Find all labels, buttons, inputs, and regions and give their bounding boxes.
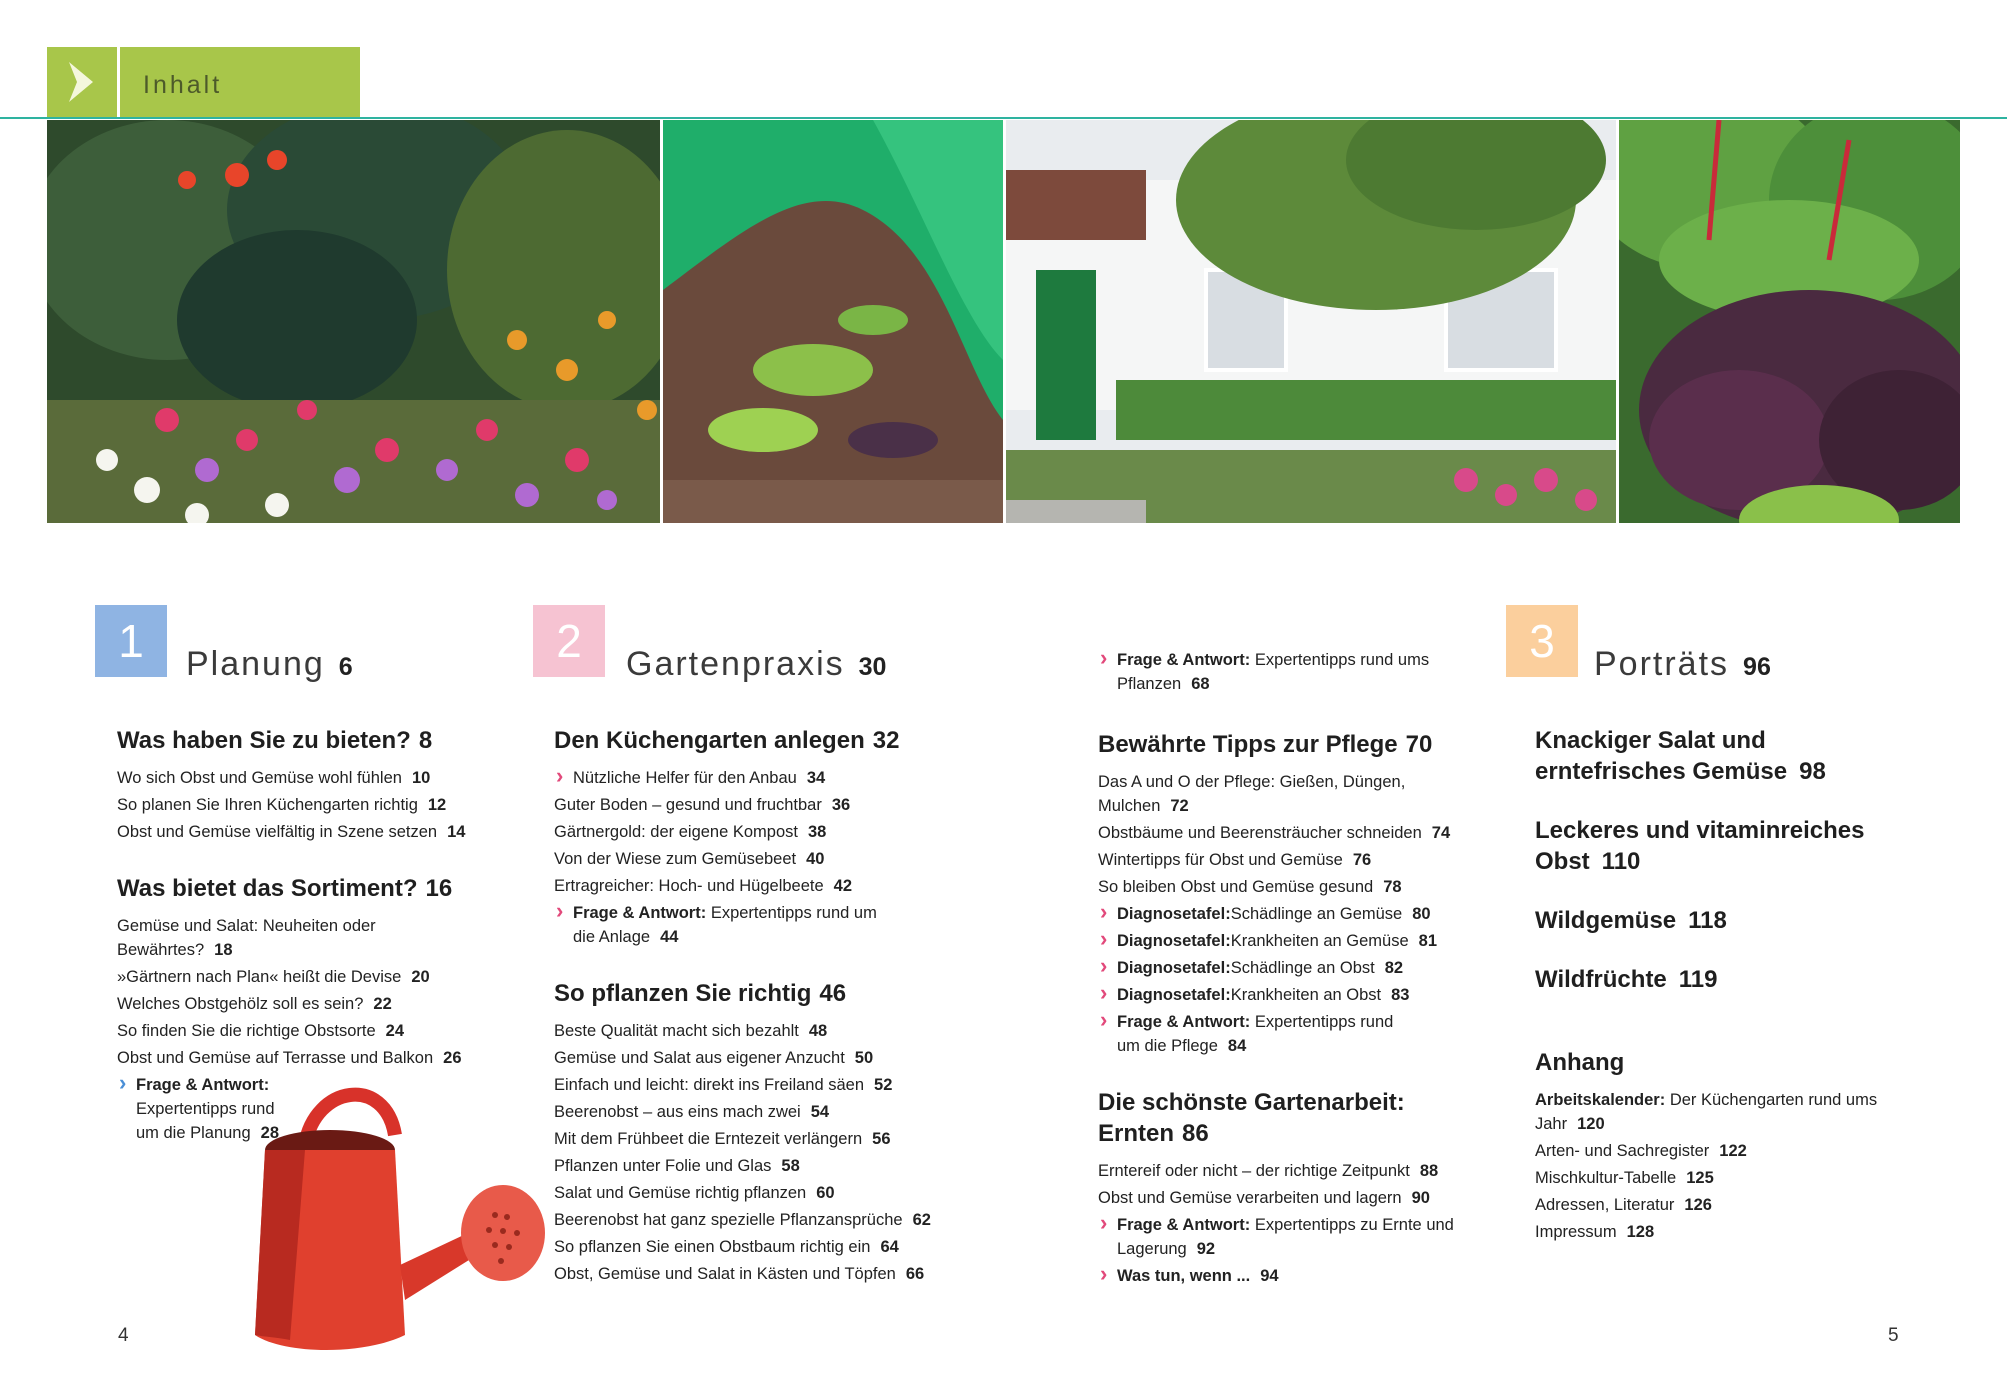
toc-entry[interactable] xyxy=(1535,1193,1905,1217)
toc-entry-text: Beerenobst hat ganz spezielle Pflanzansprüche xyxy=(554,1211,903,1229)
toc-entry-label: Diagnosetafel: xyxy=(1117,905,1231,923)
toc-entry-text: So finden Sie die richtige Obstsorte xyxy=(117,1022,376,1040)
section-page: 16 xyxy=(425,875,453,902)
portrait-page: 119 xyxy=(1678,966,1718,993)
toc-entry-text: Wintertipps für Obst und Gemüse xyxy=(1098,851,1343,869)
toc-entry-text: Expertentipps rund ums Pflanzen xyxy=(1117,651,1430,693)
chapter-title[interactable] xyxy=(626,645,886,684)
spacer xyxy=(117,847,497,873)
chapter-number-box xyxy=(1506,605,1578,677)
toc-entry[interactable] xyxy=(1535,1220,1905,1244)
section-page: 70 xyxy=(1405,731,1433,758)
toc-entry-page: 125 xyxy=(1686,1169,1714,1187)
toc-entry-text: Erntereif oder nicht – der richtige Zeitpunkt xyxy=(1098,1162,1410,1180)
toc-entry-label: Frage & Antwort: xyxy=(1117,1013,1251,1031)
spacer xyxy=(1098,1061,1478,1087)
toc-entry[interactable] xyxy=(1098,821,1478,845)
photo-lettuce xyxy=(1619,120,1960,523)
toc-entry-text: Welches Obstgehölz soll es sein? xyxy=(117,995,364,1013)
toc-entry-text: Krankheiten an Obst xyxy=(1230,986,1382,1004)
page-number-right: 5 xyxy=(1888,1325,1899,1346)
toc-entry-page: 36 xyxy=(831,796,851,814)
toc-entry[interactable] xyxy=(117,1019,497,1043)
toc-entry-diagnosis[interactable] xyxy=(1098,983,1478,1007)
toc-entry[interactable] xyxy=(117,820,497,844)
toc-entry-page: 94 xyxy=(1260,1267,1279,1285)
chapter-number-box xyxy=(533,605,605,677)
toc-entry-text: So pflanzen Sie einen Obstbaum richtig ein xyxy=(554,1238,871,1256)
toc-entry[interactable] xyxy=(554,1019,954,1043)
chapter-number: 1 xyxy=(118,615,144,667)
spacer xyxy=(1098,699,1478,729)
toc-entry[interactable] xyxy=(554,874,954,898)
section-heading-text: Bewährte Tipps zur Pflege xyxy=(1098,731,1398,758)
toc-entry-text: Mischkultur-Tabelle xyxy=(1535,1169,1677,1187)
section-heading[interactable] xyxy=(1098,729,1478,760)
toc-entry[interactable] xyxy=(1535,1088,1885,1136)
spacer xyxy=(1535,1023,1905,1047)
toc-entry-page: 68 xyxy=(1191,675,1210,693)
toc-entry-label: Frage & Antwort: xyxy=(573,904,707,922)
portrait-heading-text: Wildgemüse xyxy=(1535,907,1677,934)
toc-entry[interactable] xyxy=(1535,1166,1905,1190)
toc-entry-text: Impressum xyxy=(1535,1223,1617,1241)
toc-entry-page: 20 xyxy=(411,968,430,986)
toc-entry-page: 18 xyxy=(214,941,233,959)
section-page: 86 xyxy=(1182,1120,1209,1147)
chapter-number: 3 xyxy=(1529,615,1555,667)
toc-entry-text: Einfach und leicht: direkt ins Freiland säen xyxy=(554,1076,865,1094)
toc-entry-text: Beerenobst – aus eins mach zwei xyxy=(554,1103,801,1121)
toc-entry-label: Was tun, wenn ... xyxy=(1117,1267,1251,1285)
toc-entry[interactable] xyxy=(554,1154,954,1178)
toc-entry-text: Ertragreicher: Hoch- und Hügelbeete xyxy=(554,877,824,895)
toc-entry[interactable] xyxy=(554,1100,954,1124)
toc-entry-text: Expertentipps rund um die Anlage xyxy=(573,904,877,946)
toc-entry-page: 90 xyxy=(1411,1189,1430,1207)
toc-entry-page: 126 xyxy=(1684,1196,1712,1214)
toc-entry-text: Expertentipps rund um die Pflege xyxy=(1117,1013,1394,1055)
appendix-heading[interactable]: Anhang xyxy=(1535,1049,1625,1076)
chapter-title-text: Planung xyxy=(186,645,325,683)
portrait-heading-text: Wildfrüchte xyxy=(1535,966,1667,993)
toc-entry-text: Wo sich Obst und Gemüse wohl fühlen xyxy=(117,769,402,787)
toc-entry[interactable] xyxy=(1535,1139,1905,1163)
chapter-number-box xyxy=(95,605,167,677)
toc-entry-page: 64 xyxy=(880,1238,899,1256)
toc-entry-text: Krankheiten an Gemüse xyxy=(1230,932,1409,950)
section-heading-text: Den Küchengarten anlegen xyxy=(554,727,865,754)
chapter-title-text: Gartenpraxis xyxy=(626,645,845,683)
toc-entry-page: 52 xyxy=(874,1076,893,1094)
toc-entry-text: Das A und O der Pflege: Gießen, Düngen, Mulchen xyxy=(1098,773,1406,815)
chapter-page: 6 xyxy=(338,653,353,681)
section-heading-text: Die schönste Gartenarbeit: Ernten xyxy=(1098,1089,1405,1147)
portrait-heading-text: Leckeres und vitaminreiches Obst xyxy=(1535,817,1865,875)
toc-entry[interactable] xyxy=(554,793,954,817)
toc-entry-text: So bleiben Obst und Gemüse gesund xyxy=(1098,878,1374,896)
photo-cottage xyxy=(1006,120,1616,523)
toc-entry-text: Schädlinge an Gemüse xyxy=(1230,905,1403,923)
toc-entry-page: 28 xyxy=(260,1124,280,1142)
portrait-heading[interactable] xyxy=(1535,964,1905,995)
toc-entry-faq[interactable] xyxy=(1098,648,1438,696)
toc-entry[interactable] xyxy=(1098,848,1478,872)
toc-entry-page: 120 xyxy=(1577,1115,1605,1133)
toc-entry-page: 22 xyxy=(373,995,392,1013)
photo-kale-flowers xyxy=(47,120,660,523)
section-header xyxy=(47,47,360,117)
toc-entry-label: Frage & Antwort: xyxy=(1117,651,1251,669)
header-divider xyxy=(117,47,120,117)
toc-column-3 xyxy=(1098,648,1478,1291)
portrait-heading[interactable] xyxy=(1535,815,1875,877)
portrait-heading-text: Knackiger Salat und erntefrisches Gemüse xyxy=(1535,727,1788,785)
chapter-title-text: Porträts xyxy=(1594,645,1730,683)
toc-entry[interactable] xyxy=(117,793,497,817)
section-heading-text: So pflanzen Sie richtig xyxy=(554,980,812,1007)
toc-entry-page: 56 xyxy=(872,1130,891,1148)
toc-entry-text: Obstbäume und Beerensträucher schneiden xyxy=(1098,824,1422,842)
toc-entry-text: Pflanzen unter Folie und Glas xyxy=(554,1157,772,1175)
toc-entry-page: 66 xyxy=(905,1265,925,1283)
toc-entry-label: Diagnosetafel: xyxy=(1117,959,1231,977)
section-heading-text: Was bietet das Sortiment? xyxy=(117,875,418,902)
toc-entry-text: Obst, Gemüse und Salat in Kästen und Töpfen xyxy=(554,1265,896,1283)
toc-column-4 xyxy=(1535,725,1905,1247)
toc-entry-text: Salat und Gemüse richtig pflanzen xyxy=(554,1184,807,1202)
toc-entry-page: 82 xyxy=(1384,959,1404,977)
toc-entry-label: Frage & Antwort: xyxy=(136,1076,270,1094)
toc-entry[interactable] xyxy=(1098,1186,1478,1210)
section-heading-text: Was haben Sie zu bieten? xyxy=(117,727,411,754)
toc-entry-page: 12 xyxy=(427,796,447,814)
portrait-heading[interactable] xyxy=(1535,905,1905,936)
section-heading[interactable] xyxy=(554,725,954,756)
toc-entry-page: 128 xyxy=(1626,1223,1655,1241)
chevron-right-icon xyxy=(47,47,117,117)
toc-entry-page: 14 xyxy=(447,823,466,841)
toc-entry-text: »Gärtnern nach Plan« heißt die Devise xyxy=(117,968,402,986)
portrait-page: 110 xyxy=(1601,848,1641,875)
toc-entry-text: Guter Boden – gesund und fruchtbar xyxy=(554,796,822,814)
portrait-heading[interactable] xyxy=(1535,725,1855,787)
toc-entry[interactable] xyxy=(1098,875,1478,899)
toc-entry-text: Von der Wiese zum Gemüsebeet xyxy=(554,850,797,868)
toc-entry-page: 26 xyxy=(443,1049,462,1067)
toc-entry-faq[interactable] xyxy=(1098,1010,1418,1058)
toc-entry-text: Adressen, Literatur xyxy=(1535,1196,1675,1214)
toc-entry-text: Gemüse und Salat aus eigener Anzucht xyxy=(554,1049,845,1067)
section-page: 46 xyxy=(819,980,847,1007)
section-page: 8 xyxy=(418,727,433,754)
toc-entry[interactable] xyxy=(554,1235,954,1259)
toc-entry-page: 60 xyxy=(816,1184,835,1202)
toc-entry-text: Expertentipps zu Ernte und Lagerung xyxy=(1117,1216,1454,1258)
toc-entry-text: Nützliche Helfer für den Anbau xyxy=(573,769,797,787)
toc-entry-diagnosis[interactable] xyxy=(1098,929,1478,953)
toc-entry-page: 54 xyxy=(810,1103,830,1121)
toc-entry-text: So planen Sie Ihren Küchengarten richtig xyxy=(117,796,418,814)
portrait-page: 98 xyxy=(1799,758,1826,785)
toc-entry[interactable] xyxy=(1098,1159,1478,1183)
toc-entry-page: 84 xyxy=(1227,1037,1247,1055)
toc-entry-text: Gemüse und Salat: Neuheiten oder Bewährtes? xyxy=(117,917,376,959)
toc-entry[interactable] xyxy=(117,992,497,1016)
toc-entry[interactable] xyxy=(117,965,497,989)
toc-entry[interactable] xyxy=(554,820,954,844)
page-number-left: 4 xyxy=(118,1325,129,1346)
toc-entry[interactable] xyxy=(554,1046,954,1070)
section-heading[interactable] xyxy=(554,978,954,1009)
chapter-title[interactable] xyxy=(1594,645,1771,684)
toc-entry-page: 50 xyxy=(854,1049,874,1067)
toc-column-2 xyxy=(554,725,954,1289)
toc-entry-page: 92 xyxy=(1196,1240,1216,1258)
spacer xyxy=(554,952,954,978)
toc-entry-faq[interactable] xyxy=(554,901,894,949)
chapter-page: 30 xyxy=(858,653,887,681)
photo-strip xyxy=(47,120,1960,523)
toc-entry-page: 44 xyxy=(660,928,679,946)
toc-entry-page: 81 xyxy=(1418,932,1437,950)
toc-entry[interactable] xyxy=(117,1046,497,1070)
toc-entry-diagnosis[interactable] xyxy=(1098,902,1478,926)
toc-entry-page: 76 xyxy=(1352,851,1372,869)
section-heading[interactable] xyxy=(117,725,497,756)
toc-entry-label: Frage & Antwort: xyxy=(1117,1216,1251,1234)
toc-entry-page: 58 xyxy=(781,1157,800,1175)
toc-entry-text: Mit dem Frühbeet die Erntezeit verlängern xyxy=(554,1130,863,1148)
toc-entry-page: 72 xyxy=(1170,797,1189,815)
toc-entry[interactable] xyxy=(117,766,497,790)
toc-entry-text: Expertentipps rund um die Planung xyxy=(136,1100,275,1142)
toc-entry-text: Gärtnergold: der eigene Kompost xyxy=(554,823,798,841)
toc-entry-page: 88 xyxy=(1419,1162,1439,1180)
toc-entry-page: 48 xyxy=(808,1022,828,1040)
toc-entry[interactable] xyxy=(554,1262,954,1286)
toc-entry-text: Obst und Gemüse verarbeiten und lagern xyxy=(1098,1189,1402,1207)
chapter-page: 96 xyxy=(1743,653,1771,681)
toc-entry[interactable] xyxy=(117,914,417,962)
toc-entry-page: 24 xyxy=(385,1022,405,1040)
section-heading[interactable] xyxy=(1098,1087,1418,1149)
chapter-title[interactable] xyxy=(186,645,353,684)
toc-entry-page: 74 xyxy=(1431,824,1451,842)
portrait-page: 118 xyxy=(1688,907,1727,934)
toc-entry-page: 80 xyxy=(1412,905,1431,923)
toc-entry[interactable] xyxy=(554,766,954,790)
header-rule xyxy=(0,117,2007,119)
toc-entry-page: 42 xyxy=(833,877,853,895)
toc-entry[interactable] xyxy=(554,1208,954,1232)
toc-entry-page: 78 xyxy=(1383,878,1402,896)
toc-entry-page: 10 xyxy=(411,769,431,787)
toc-entry[interactable] xyxy=(554,847,954,871)
toc-entry-page: 122 xyxy=(1719,1142,1747,1160)
toc-entry-faq[interactable] xyxy=(1098,1213,1458,1261)
toc-entry[interactable] xyxy=(554,1073,954,1097)
toc-entry[interactable] xyxy=(554,1181,954,1205)
toc-entry-text: Der Küchengarten rund ums Jahr xyxy=(1535,1091,1878,1133)
section-page: 32 xyxy=(872,727,900,754)
toc-entry-page: 34 xyxy=(806,769,826,787)
page-title: Inhalt xyxy=(143,71,223,99)
toc-entry-page: 40 xyxy=(806,850,825,868)
toc-entry-text: Obst und Gemüse vielfältig in Szene setzen xyxy=(117,823,438,841)
toc-entry[interactable] xyxy=(554,1127,954,1151)
toc-entry-page: 38 xyxy=(807,823,827,841)
toc-entry[interactable] xyxy=(1098,770,1418,818)
toc-entry-text: Schädlinge an Obst xyxy=(1230,959,1375,977)
toc-entry-text: Arten- und Sachregister xyxy=(1535,1142,1710,1160)
toc-entry-text: Obst und Gemüse auf Terrasse und Balkon xyxy=(117,1049,434,1067)
chapter-number: 2 xyxy=(556,615,582,667)
toc-entry-text: Beste Qualität macht sich bezahlt xyxy=(554,1022,799,1040)
section-heading[interactable] xyxy=(117,873,497,904)
toc-entry[interactable] xyxy=(1098,1264,1478,1288)
toc-entry-diagnosis[interactable] xyxy=(1098,956,1478,980)
photo-seedlings-foil xyxy=(663,120,1003,523)
toc-entry-label: Arbeitskalender: xyxy=(1535,1091,1666,1109)
toc-entry-label: Diagnosetafel: xyxy=(1117,932,1231,950)
toc-entry-label: Diagnosetafel: xyxy=(1117,986,1231,1004)
toc-entry-page: 83 xyxy=(1391,986,1410,1004)
toc-entry-page: 62 xyxy=(912,1211,931,1229)
watering-can-image xyxy=(245,1075,545,1360)
